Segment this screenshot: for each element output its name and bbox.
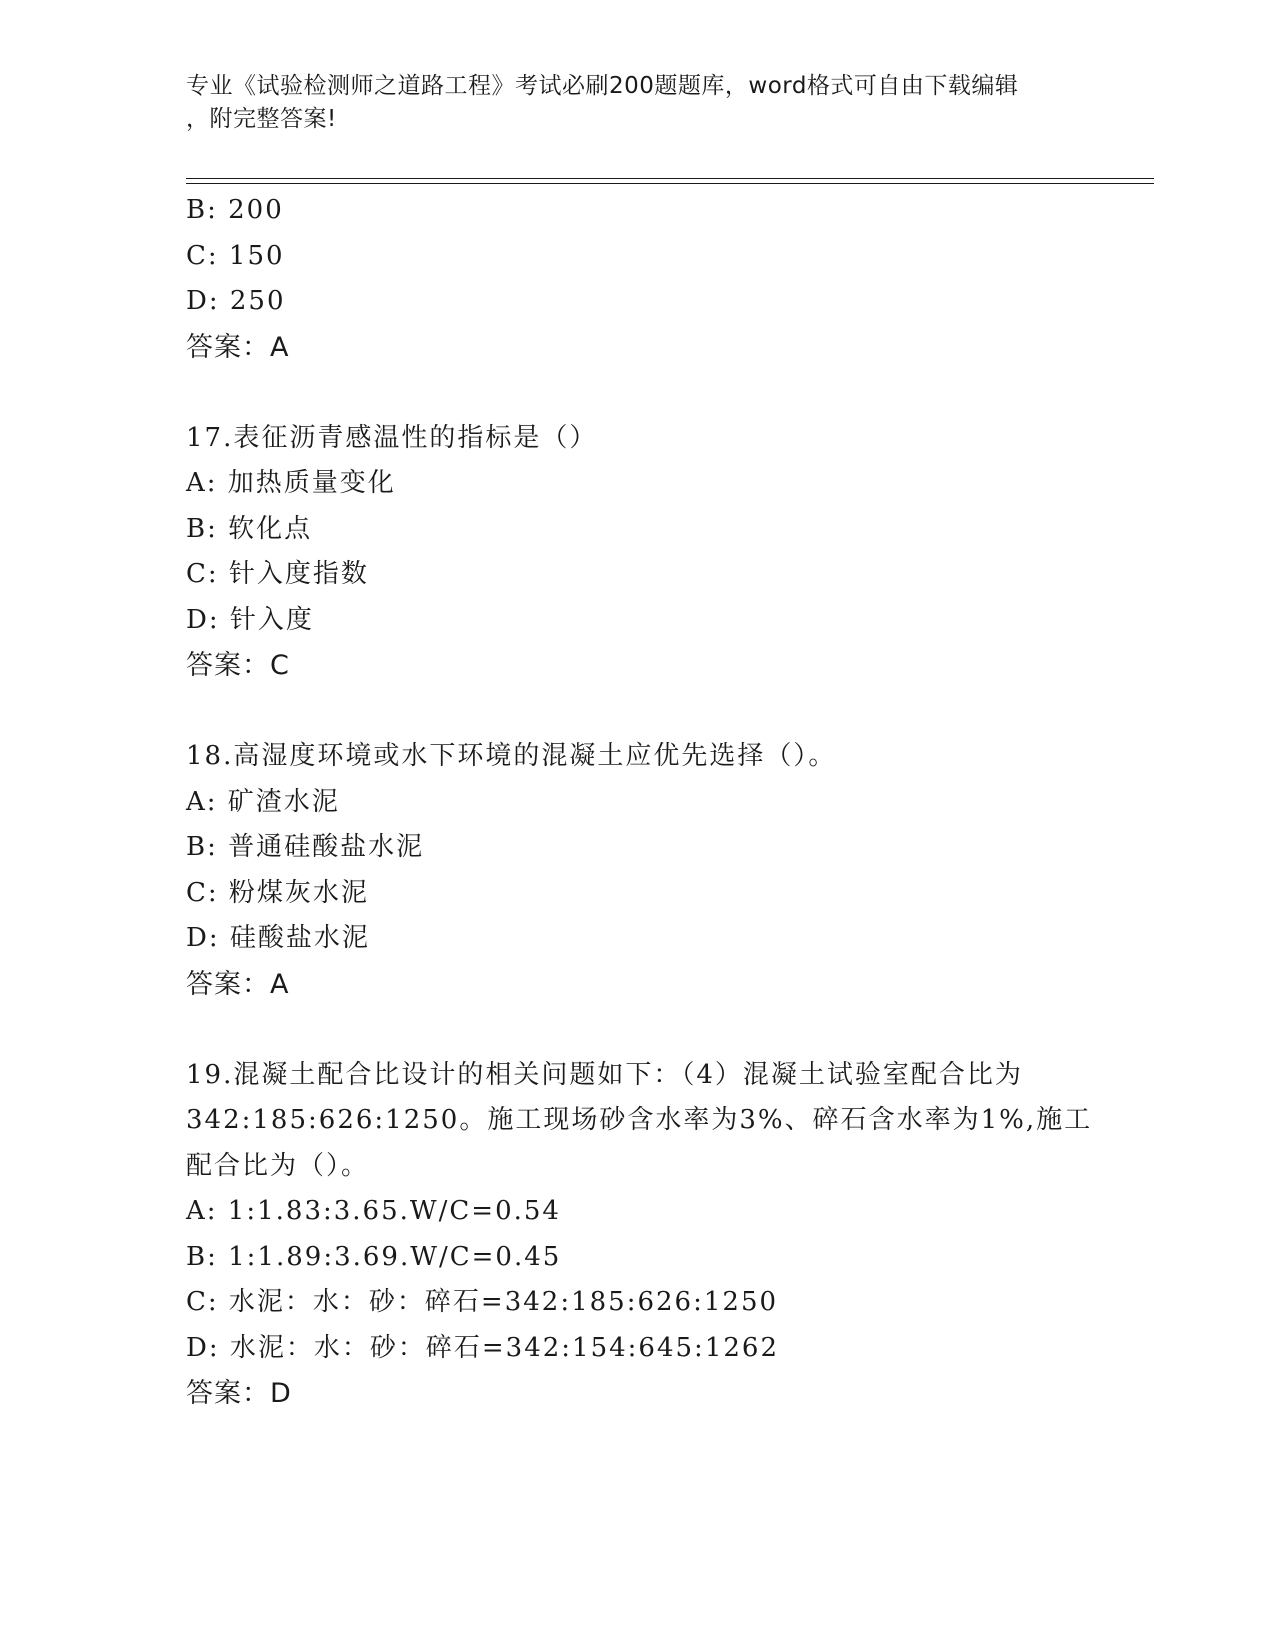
- option-d: D: 针入度: [186, 604, 314, 635]
- question-text: 配合比为（）。: [186, 1150, 370, 1181]
- option-c: C: 150: [186, 240, 285, 271]
- answer-label: 答案：A: [186, 331, 290, 363]
- question-text: 19.混凝土配合比设计的相关问题如下：（4）混凝土试验室配合比为: [186, 1059, 1023, 1090]
- option-a: A: 加热质量变化: [186, 468, 396, 498]
- answer-label: 答案：D: [186, 1378, 292, 1409]
- option-b: B: 软化点: [186, 513, 313, 544]
- question-text: 17.表征沥青感温性的指标是（）: [186, 422, 598, 453]
- spacer: [186, 1007, 1086, 1053]
- question-block-18: [186, 734, 1086, 1007]
- question-text: 18.高湿度环境或水下环境的混凝土应优先选择（）。: [186, 741, 837, 771]
- option-c: C: 粉煤灰水泥: [186, 877, 369, 908]
- spacer: [186, 689, 1086, 735]
- option-b: B: 200: [186, 195, 284, 225]
- option-a: A: 1:1.83:3.65.W/C=0.54: [186, 1196, 561, 1226]
- question-text: 342:185:626:1250。施工现场砂含水率为3%、碎石含水率为1%,施工: [186, 1105, 1093, 1135]
- option-c: C: 针入度指数: [186, 559, 369, 589]
- question-list: [186, 188, 1093, 1417]
- spacer: [186, 370, 1086, 416]
- option-a: A: 矿渣水泥: [186, 786, 340, 817]
- document-header: [186, 70, 1066, 136]
- header-divider-top: [186, 178, 1154, 179]
- question-block-19: [186, 1053, 1093, 1417]
- option-b: B: 1:1.89:3.69.W/C=0.45: [186, 1241, 562, 1272]
- answer-label: 答案：A: [186, 968, 290, 1000]
- answer-label: 答案：C: [186, 650, 290, 681]
- header-title-line-1: 专业《试验检测师之道路工程》考试必刷200题题库，word格式可自由下载编辑: [186, 73, 1019, 99]
- question-block-17: [186, 416, 1086, 689]
- option-d: D: 硅酸盐水泥: [186, 923, 370, 953]
- question-block-16: [186, 188, 1086, 370]
- option-d: D: 水泥：水：砂：碎石=342:154:645:1262: [186, 1332, 779, 1363]
- option-c: C: 水泥：水：砂：碎石=342:185:626:1250: [186, 1287, 779, 1317]
- option-d: D: 250: [186, 286, 286, 316]
- header-title-line-2: ，附完整答案!: [186, 106, 337, 132]
- header-divider-bottom: [186, 183, 1154, 184]
- option-b: B: 普通硅酸盐水泥: [186, 832, 425, 862]
